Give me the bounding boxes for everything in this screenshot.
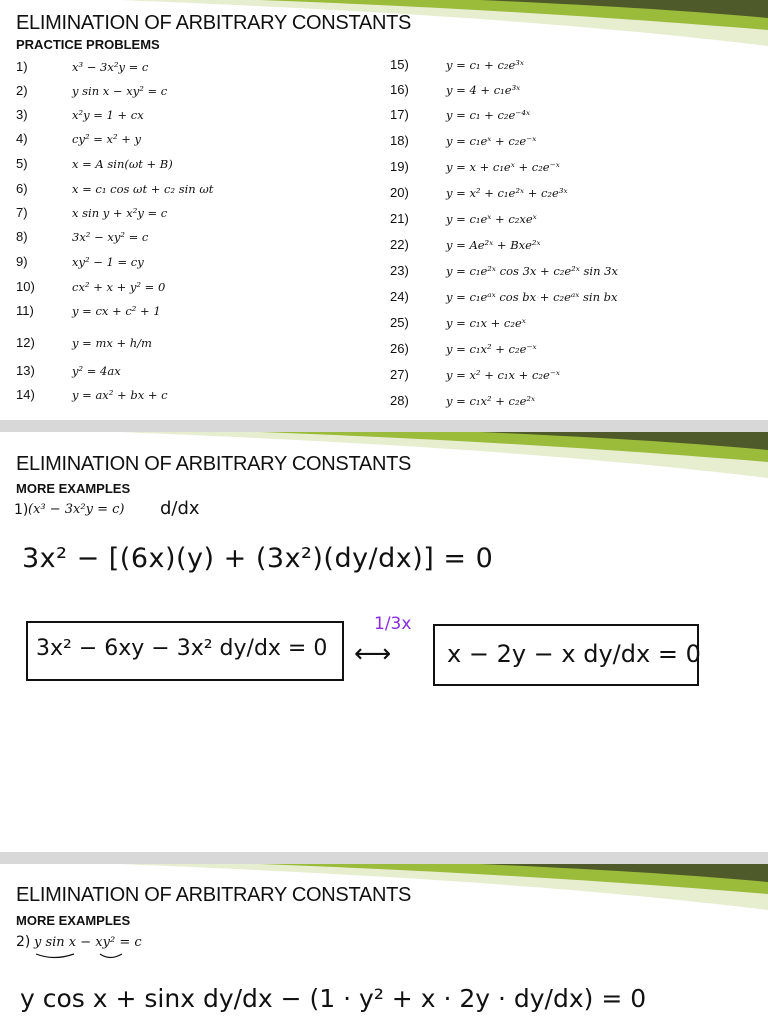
double-arrow-icon: ⟷ [354,639,392,669]
problem-equation: x sin y + x²y = c [72,206,168,220]
problem-number: 11) [16,303,34,318]
problem-equation: y = mx + h/m [72,336,152,350]
problem-equation: x = A sin(ωt + B) [72,157,173,171]
problem-number: 1) [16,59,28,74]
problem-equation: cx² + x + y² = 0 [72,280,166,294]
problem-equation: y = c₁eˣ + c₂xeˣ [446,212,537,226]
problem-number: 8) [16,229,28,244]
problem-number: 13) [16,363,35,378]
problem-number: 17) [390,107,409,122]
boxed-equation-right: x − 2y − x dy/dx = 0 [447,640,701,668]
handwritten-step-1: 3x² − [(6x)(y) + (3x²)(dy/dx)] = 0 [22,543,494,574]
problem-number: 12) [16,335,35,350]
problem-number: 21) [390,211,409,226]
problem-number: 5) [16,156,28,171]
problem-equation: y = cx + c² + 1 [72,304,161,318]
slide-practice-problems [0,0,768,420]
problem-number: 19) [390,159,409,174]
boxed-result-right [433,624,699,686]
problem-number: 1) [14,502,29,518]
problem-equation: y = 4 + c₁e³ˣ [446,83,521,97]
problem-number: 3) [16,107,28,122]
problem-number: 2) [16,83,28,98]
problem-equation: y = c₁ + c₂e³ˣ [446,58,524,72]
problem-number: 10) [16,279,35,294]
problem-number: 9) [16,254,28,269]
problem-number: 25) [390,315,409,330]
problem-number: 16) [390,82,409,97]
problem-number: 15) [390,57,409,72]
boxed-result-left [26,621,344,681]
problem-number: 2) [16,934,31,950]
problem-equation: y = c₁eˣ + c₂e⁻ˣ [446,134,537,148]
problem-equation: y = c₁x² + c₂e⁻ˣ [446,342,537,356]
problem-equation: xy² − 1 = cy [72,255,144,269]
problem-equation: x³ − 3x²y = c [72,60,149,74]
problem-number: 26) [390,341,409,356]
problem-equation: y = ax² + bx + c [72,388,168,402]
problem-equation: y = Ae²ˣ + Bxe²ˣ [446,238,541,252]
problem-number: 7) [16,205,28,220]
slide-subtitle: PRACTICE PROBLEMS [16,37,160,52]
derivative-operator: d/dx [160,498,200,519]
problem-equation: y = c₁ + c₂e⁻⁴ˣ [446,108,531,122]
problem-number: 24) [390,289,409,304]
problem-equation: y² = 4ax [72,364,121,378]
problem-equation: x²y = 1 + cx [72,108,144,122]
problem-number: 23) [390,263,409,278]
problem-equation: x = c₁ cos ωt + c₂ sin ωt [72,182,214,196]
problem-equation: y sin x − xy² = c [72,84,168,98]
slide-subtitle: MORE EXAMPLES [16,481,131,496]
multiplier-label: 1/3x [374,614,412,634]
handwritten-step-1: y cos x + sinx dy/dx − (1 · y² + x · 2y · dy/dx) = 0 [20,984,647,1013]
problem-number: 18) [390,133,409,148]
problem-equation: cy² = x² + y [72,132,142,146]
problem-number: 20) [390,185,409,200]
problem-equation: y = x² + c₁e²ˣ + c₂e³ˣ [446,186,568,200]
problem-number: 6) [16,181,28,196]
problem-number: 14) [16,387,35,402]
slide-title: ELIMINATION OF ARBITRARY CONSTANTS [16,453,412,475]
boxed-equation-left: 3x² − 6xy − 3x² dy/dx = 0 [36,636,328,661]
problem-number: 22) [390,237,409,252]
problem-equation: 3x² − xy² = c [72,230,149,244]
problem-equation: y = c₁e²ˣ cos 3x + c₂e²ˣ sin 3x [446,264,618,278]
slide-title: ELIMINATION OF ARBITRARY CONSTANTS [16,884,412,906]
slide-subtitle: MORE EXAMPLES [16,913,131,928]
slide-example-2 [0,864,768,1024]
problem-number: 28) [390,393,409,408]
problem-equation: y = x + c₁eˣ + c₂e⁻ˣ [446,160,560,174]
problem-equation: y = x² + c₁x + c₂e⁻ˣ [446,368,560,382]
problem-number: 27) [390,367,409,382]
problem-equation: y sin x − xy² = c [34,935,142,950]
underbrace-marks [34,952,134,962]
problem-equation: y = c₁x² + c₂e²ˣ [446,394,536,408]
problem-equation: y = c₁x + c₂eˣ [446,316,526,330]
slide-example-1 [0,432,768,852]
problem-number: 4) [16,131,28,146]
problem-equation: y = c₁eᵃˣ cos bx + c₂eᵃˣ sin bx [446,290,618,304]
problem-equation: (x³ − 3x²y = c) [28,502,125,517]
slide-title: ELIMINATION OF ARBITRARY CONSTANTS [16,12,412,34]
